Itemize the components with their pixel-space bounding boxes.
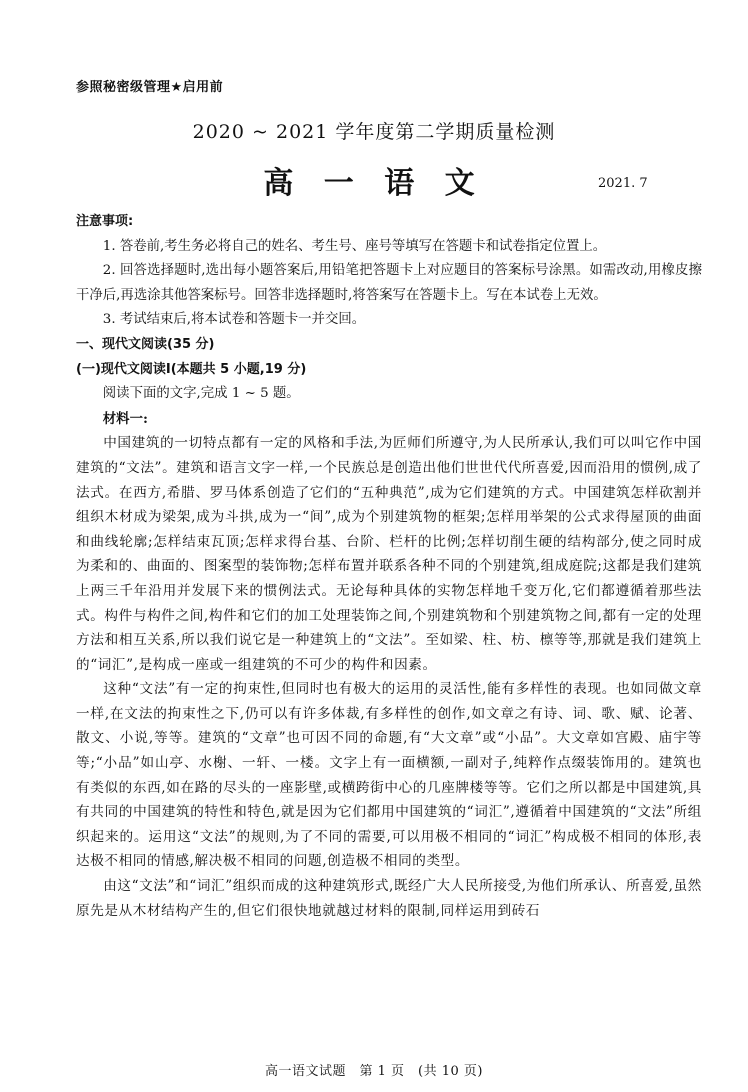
passage-paragraph-3: 由这“文法”和“词汇”组织而成的这种建筑形式,既经广大人民所接受,为他们所承认、所喜爱,虽然原先是从木材结构产生的,但它们很快地就越过材料的限制,同样运用到砖石 xyxy=(76,878,702,919)
exam-title: 2020 ~ 2021 学年度第二学期质量检测 xyxy=(192,121,556,143)
material-label: 材料一: xyxy=(102,410,148,427)
secrecy-label: 参照秘密级管理★启用前 xyxy=(76,80,224,95)
notice-item-2: 2. 回答选择题时,选出每小题答案后,用铅笔把答题卡上对应题目的答案标号涂黑。如需改动,用橡皮擦干净后,再选涂其他答案标号。回答非选择题时,将答案写在答题卡上。写在本试卷上无效。 xyxy=(76,263,702,303)
passage-paragraph-2: 这种“文法”有一定的拘束性,但同时也有极大的运用的灵活性,能有多样性的表现。也如同做文章一样,在文法的拘束性之下,仍可以有许多体裁,有多样性的创作,如文章之有诗、词、歌、赋、论著、散文、小说,等等。建筑的“文章”也可因不同的命题,有“大文章”或“小品”。大文章如宫殿、庙宇等等;“小品”如山亭、水榭、一轩、一楼。文字上有一面横额,一副对子,纯粹作点缀装饰用的。建筑也有类似的东西,如在路的尽头的一座影壁,或横跨街中心的几座牌楼等等。它们之所以都是中国建筑,具有共同的中国建筑的特性和特色,就是因为它们都用中国建筑的“词汇”,遵循着中国建筑的“文法”所组织起来的。运用这“文法”的规则,为了不同的需要,可以用极不相同的“词汇”构成极不相同的体形,表达极不相同的情感,解决极不相同的问题,创造极不相同的类型。 xyxy=(76,681,702,870)
notice-item-1: 1. 答卷前,考生务必将自己的姓名、考生号、座号等填写在答题卡和试卷指定位置上。 xyxy=(102,238,607,254)
exam-date: 2021. 7 xyxy=(598,176,648,191)
page-footer: 高一语文试题 第 1 页 (共 10 页) xyxy=(265,1064,483,1079)
subject-title: 高 一 语 文 xyxy=(263,166,485,201)
exam-content xyxy=(76,210,702,923)
notice-title: 注意事项: xyxy=(76,214,134,229)
passage-paragraph-1: 中国建筑的一切特点都有一定的风格和手法,为匠师们所遵守,为人民所承认,我们可以叫它作中国建筑的“文法”。建筑和语言文字一样,一个民族总是创造出他们世世代代所喜爱,因而沿用的惯例,成了法式。在西方,希腊、罗马体系创造了它们的“五种典范”,成为它们建筑的方式。中国建筑怎样砍割并组织木材成为梁架,成为斗拱,成为一“间”,成为个别建筑物的框架;怎样用举架的公式求得屋顶的曲面和曲线轮廓;怎样结束瓦顶;怎样求得台基、台阶、栏杆的比例;怎样切削生硬的结构部分,使之同时成为柔和的、曲面的、图案型的装饰物;怎样布置并联系各种不同的个别建筑,组成庭院;这都是我们建筑上两三千年沿用并发展下来的惯例法式。无论每种具体的实物怎样地千变万化,它们都遵循着那些法式。构件与构件之间,构件和它们的加工处理装饰之间,个别建筑物和个别建筑物之间,都有一定的处理方法和相互关系,所以我们说它是一种建筑上的“文法”。至如梁、柱、枋、檩等等,那就是我们建筑上的“词汇”,是构成一座或一组建筑的不可少的构件和因素。 xyxy=(76,435,702,673)
notice-item-3: 3. 考试结束后,将本试卷和答题卡一并交回。 xyxy=(102,312,366,328)
subsection-title: (一)现代文阅读Ⅰ(本题共 5 小题,19 分) xyxy=(76,361,307,377)
reading-instruction: 阅读下面的文字,完成 1 ~ 5 题。 xyxy=(102,386,300,402)
section-title: 一、现代文阅读(35 分) xyxy=(76,336,215,352)
